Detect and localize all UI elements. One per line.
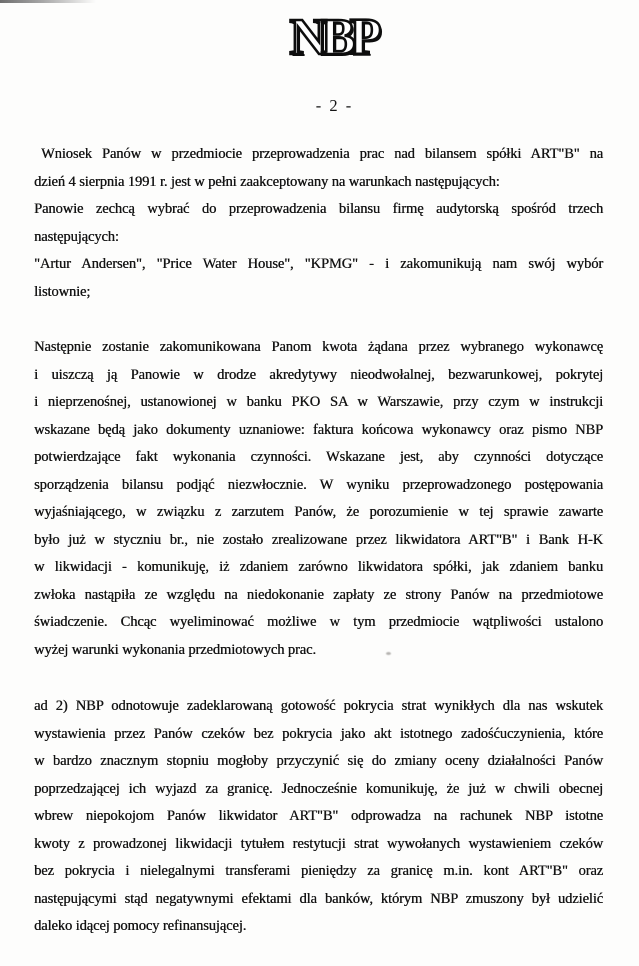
text-line: następujących: (34, 228, 119, 245)
text-line: świadczenie. Chcąc wyeliminować możliwe w tym przedmiocie wątpliwości ustalono (34, 614, 603, 630)
text-line: dzień 4 sierpnia 1991 r. jest w pełni zaakceptowany na warunkach następujących: (34, 173, 500, 190)
text-line: wbrew niepokojom Panów likwidator ART"B" odprowadza na rachunek NBP istotne (34, 808, 603, 824)
paragraph-2 (34, 334, 603, 664)
text-line: następującymi stąd negatywnymi efektami dla banków, którym NBP zmuszony był udzielić (34, 890, 603, 907)
text-line: "Artur Andersen", "Price Water House", "KPMG" - i zakomunikują nam swój wybór (34, 256, 603, 272)
text-line: poprzedzającej ich wyjazd za granicę. Jednocześnie komunikuję, że już w chwili obecnej (34, 780, 603, 797)
letter-body (34, 141, 603, 941)
nbp-logo: NBP (289, 9, 376, 66)
scan-artifact-top-left (0, 0, 96, 3)
text-line: i uiszczą ją Panowie w drodze akredytywy nieodwołalnej, bezwarunkowej, pokrytej (34, 366, 603, 383)
page-number: - 2 - (315, 96, 354, 115)
text-line: wyjaśniającego, w związku z zarzutem Panów, że porozumienie w tej sprawie zawarte (34, 504, 603, 520)
text-line: ad 2) NBP odnotowuje zadeklarowaną gotowość pokrycia strat wynikłych dla nas wskutek (34, 698, 603, 714)
text-line: sporządzenia bilansu podjąć niezwłocznie. W wyniku przeprowadzonego postępowania (34, 476, 603, 493)
text-line: listownie; (34, 283, 91, 300)
text-line: daleko idącej pomocy refinansującej. (34, 918, 247, 934)
text-line: było już w styczniu br., nie zostało zrealizowane przez likwidatora ART"B" i Bank H-K (34, 531, 603, 548)
text-line: wystawienia przez Panów czeków bez pokrycia jako akt istotnego zadośćuczynienia, które (34, 725, 603, 742)
text-line: Następnie zostanie zakomunikowana Panom kwota żądana przez wybranego wykonawcę (34, 339, 603, 355)
paragraph-1 (34, 141, 603, 306)
text-line: i nieprzenośnej, ustanowionej w banku PKO SA w Warszawie, przy czym w instrukcji (34, 394, 603, 410)
text-line: w likwidacji - komunikuję, iż zdaniem zarówno likwidatora spółki, jak zdaniem banku (34, 559, 603, 575)
text-line: Panowie zechcą wybrać do przeprowadzenia bilansu firmę audytorską spośród trzech (34, 201, 603, 217)
text-line: Wniosek Panów w przedmiocie przeprowadzenia prac nad bilansem spółki ART"B" na (41, 146, 603, 162)
text-line: wyżej warunki wykonania przedmiotowych prac. (34, 641, 316, 658)
paragraph-3 (34, 693, 603, 941)
text-line: zwłoka nastąpiła ze względu na niedokonanie zapłaty ze strony Panów na przedmiotowe (34, 586, 603, 603)
text-line: bez pokrycia i nielegalnymi transferami pieniędzy za granicę m.in. kont ART"B" oraz (34, 863, 603, 879)
text-line: potwierdzające fakt wykonania czynności. Wskazane jest, aby czynności dotyczące (34, 449, 603, 465)
text-line: w bardzo znacznym stopniu mogłoby przyczynić się do zmiany oceny działalności Panów (34, 753, 603, 769)
text-line: kwoty z prowadzonej likwidacji tytułem restytucji strat wywołanych wystawieniem czeków (34, 835, 603, 852)
text-line: wskazane będą jako dokumenty uznaniowe: faktura końcowa wykonawcy oraz pismo NBP (34, 421, 603, 438)
